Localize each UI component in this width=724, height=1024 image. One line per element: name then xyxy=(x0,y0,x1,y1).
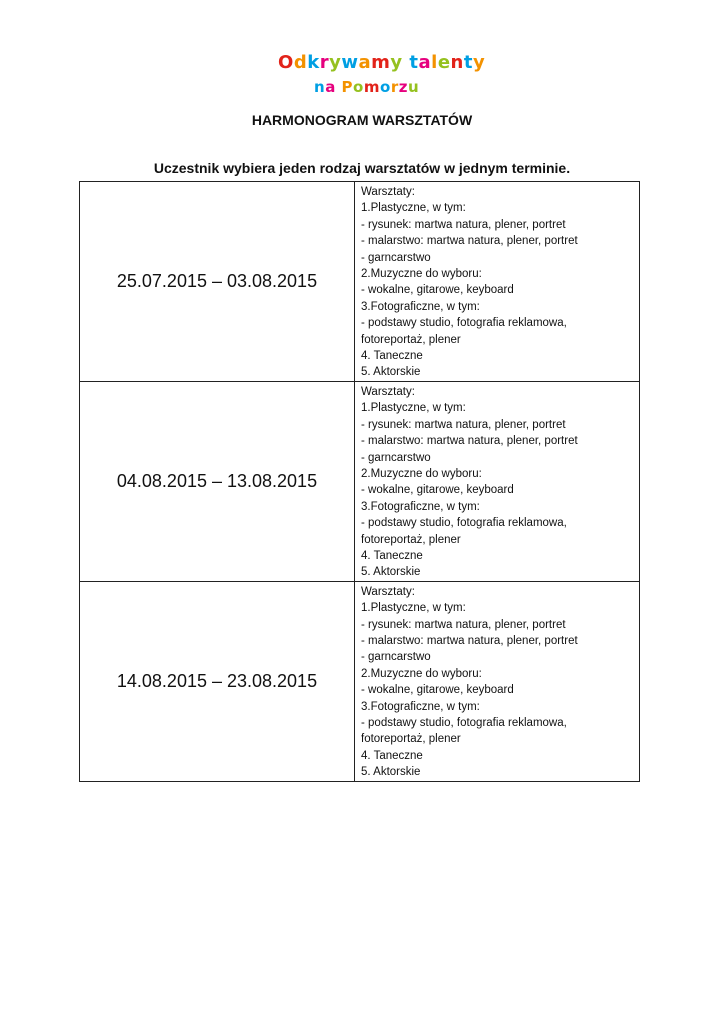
workshop-line: - rysunek: martwa natura, plener, portret xyxy=(361,418,566,431)
workshop-line: - wokalne, gitarowe, keyboard xyxy=(361,284,514,297)
workshop-line: fotoreportaż, plener xyxy=(361,533,461,546)
workshop-list xyxy=(355,581,640,781)
workshop-line: 1.Plastyczne, w tym: xyxy=(361,402,466,415)
workshop-line: Warsztaty: xyxy=(361,585,415,598)
document-subtitle: Uczestnik wybiera jeden rodzaj warsztatów w jednym terminie. xyxy=(153,160,571,176)
workshop-line: 2.Muzyczne do wyboru: xyxy=(361,467,482,480)
workshop-line: 1.Plastyczne, w tym: xyxy=(361,202,466,215)
period-dates: 04.08.2015 – 13.08.2015 xyxy=(80,381,355,581)
logo-letter: d xyxy=(293,52,308,73)
logo-letter: P xyxy=(341,78,354,96)
workshop-line: 3.Fotograficzne, w tym: xyxy=(361,500,480,513)
workshop-line: 3.Fotograficzne, w tym: xyxy=(361,700,480,713)
logo-line-2 xyxy=(314,78,419,96)
logo-letter: a xyxy=(325,78,336,96)
workshop-line: Warsztaty: xyxy=(361,186,415,198)
period-dates: 14.08.2015 – 23.08.2015 xyxy=(80,581,355,781)
logo-letter: w xyxy=(341,52,359,73)
logo-letter: y xyxy=(472,52,486,73)
logo-letter: l xyxy=(431,52,438,73)
table-row xyxy=(80,381,640,581)
workshop-line: 2.Muzyczne do wyboru: xyxy=(361,268,482,281)
logo-letter: r xyxy=(319,52,330,73)
logo-letter: y xyxy=(329,52,342,73)
workshop-line: - wokalne, gitarowe, keyboard xyxy=(361,484,514,497)
workshop-line: - podstawy studio, fotografia reklamowa, xyxy=(361,317,567,330)
workshop-line: Warsztaty: xyxy=(361,385,415,398)
period-dates: 25.07.2015 – 03.08.2015 xyxy=(80,182,355,382)
workshop-line: - rysunek: martwa natura, plener, portret xyxy=(361,618,566,631)
workshop-line: - garncarstwo xyxy=(361,651,431,664)
logo-letter: m xyxy=(371,52,391,73)
workshop-line: 4. Taneczne xyxy=(361,549,423,562)
logo-letter: O xyxy=(278,52,294,73)
workshop-line: - podstawy studio, fotografia reklamowa, xyxy=(361,517,567,530)
workshop-line: - malarstwo: martwa natura, plener, portret xyxy=(361,435,578,448)
workshop-line: - garncarstwo xyxy=(361,451,431,464)
workshop-line: fotoreportaż, plener xyxy=(361,733,461,746)
workshop-line: 5. Aktorskie xyxy=(361,566,421,579)
logo-letter: y xyxy=(390,52,403,73)
workshop-line: - rysunek: martwa natura, plener, portret xyxy=(361,218,566,231)
workshop-line: - wokalne, gitarowe, keyboard xyxy=(361,684,514,697)
workshop-line: 5. Aktorskie xyxy=(361,366,421,379)
logo-letter: o xyxy=(380,78,391,96)
table-row xyxy=(80,581,640,781)
workshop-line: 1.Plastyczne, w tym: xyxy=(361,602,466,615)
logo-letter: n xyxy=(314,78,326,96)
logo-letter: e xyxy=(437,52,451,73)
document-title: HARMONOGRAM WARSZTATÓW xyxy=(251,112,473,128)
logo-letter: a xyxy=(358,52,372,73)
schedule-table xyxy=(79,181,640,782)
logo-letter: o xyxy=(353,78,364,96)
logo-letter: t xyxy=(409,52,419,73)
workshop-line: fotoreportaż, plener xyxy=(361,333,461,346)
workshop-line: 4. Taneczne xyxy=(361,350,423,363)
logo-letter: z xyxy=(398,78,408,96)
workshop-line: - podstawy studio, fotografia reklamowa, xyxy=(361,717,567,729)
workshop-line: - malarstwo: martwa natura, plener, portret xyxy=(361,235,578,248)
workshop-line: 3.Fotograficzne, w tym: xyxy=(361,300,480,313)
workshop-line: 5. Aktorskie xyxy=(361,766,421,779)
logo-letter: u xyxy=(407,78,420,96)
logo xyxy=(270,50,486,104)
workshop-line: - garncarstwo xyxy=(361,251,431,264)
workshop-list xyxy=(355,381,640,581)
table-row xyxy=(80,182,640,382)
logo-letter: n xyxy=(450,52,464,73)
logo-letter: k xyxy=(307,52,320,73)
logo-letter: r xyxy=(390,78,399,96)
logo-letter: a xyxy=(418,52,432,73)
workshop-list xyxy=(355,182,640,382)
logo-letter: m xyxy=(363,78,380,96)
logo-letter: t xyxy=(463,52,473,73)
workshop-line: - malarstwo: martwa natura, plener, portret xyxy=(361,634,578,647)
logo-line-1 xyxy=(278,52,485,73)
workshop-line: 4. Taneczne xyxy=(361,749,423,762)
workshop-line: 2.Muzyczne do wyboru: xyxy=(361,667,482,680)
schedule-table-body xyxy=(80,182,640,782)
